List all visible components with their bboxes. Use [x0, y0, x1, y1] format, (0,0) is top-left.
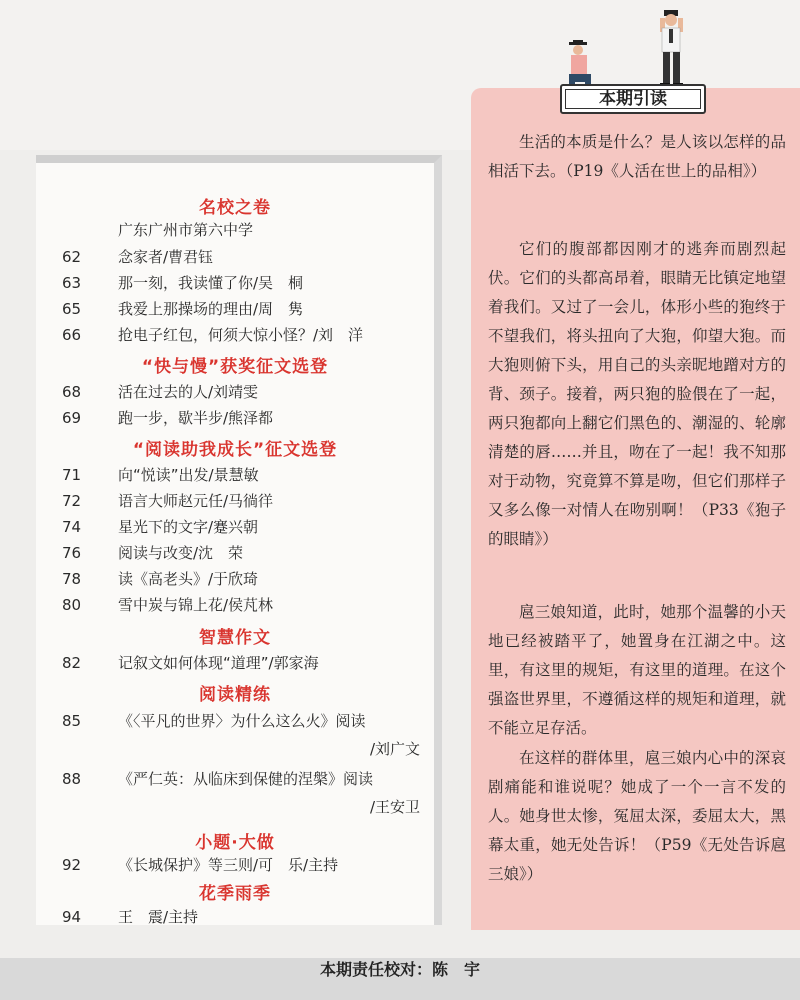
page-number: 71	[62, 466, 82, 484]
page-number: 94	[62, 908, 82, 926]
entry-title: 语言大师赵元任/马徜徉	[118, 492, 274, 510]
section-title: 花季雨季	[199, 884, 271, 904]
footer-proofreader: 本期责任校对：陈 宇	[319, 960, 480, 979]
section-title: “快与慢”获奖征文选登	[141, 357, 329, 377]
entry-title: 王 震/主持	[118, 908, 199, 926]
intro-paragraph: 它们的腹部都因刚才的逃奔而剧烈起伏。它们的头都高昂着，眼睛无比镇定地望着我们。又过了一会儿，体形小些的狍终于不望我们，将头扭向了大狍，仰望大狍。而大狍则俯下头，用自己的头亲昵地蹭对方的背、颈子。接着，两只狍的脸偎在了一起，两只狍都向上翻它们黑色的、潮湿的、轮廓清楚的唇……并且，吻在了一起！我不知那对于动物，究竟算不算是吻，但它们那样子又多么像一对情人在吻别啊！（P33《狍子的眼睛》）	[488, 240, 786, 548]
intro-paragraph: 生活的本质是什么？是人该以怎样的品相活下去。（P19《人活在世上的品相》）	[488, 133, 786, 180]
toc-entry[interactable]	[36, 651, 436, 675]
section-title: 名校之卷	[199, 198, 271, 218]
entry-title: 《长城保护》等三则/可 乐/主持	[118, 856, 339, 874]
page-number: 88	[62, 770, 82, 788]
toc-entry[interactable]	[36, 323, 436, 347]
entry-title: 阅读与改变/沈 荣	[118, 544, 244, 562]
section-subtitle: 广东广州市第六中学	[118, 221, 254, 239]
entry-title: 星光下的文字/蹇兴朝	[118, 518, 259, 536]
page-number: 78	[62, 570, 82, 588]
page-number: 72	[62, 492, 82, 510]
entry-title: 我爱上那操场的理由/周 隽	[118, 300, 304, 318]
toc-entry[interactable]	[36, 567, 436, 591]
toc-entry[interactable]	[36, 245, 436, 269]
toc-entry[interactable]	[36, 905, 436, 929]
toc-entry[interactable]	[36, 709, 436, 733]
entry-title: 雪中炭与锦上花/侯芃林	[118, 596, 274, 614]
page-number: 66	[62, 326, 82, 344]
entry-title: 跑一步，歇半步/熊泽都	[118, 409, 274, 427]
entry-title: 向“悦读”出发/景慧敏	[118, 466, 259, 484]
page-number: 92	[62, 856, 82, 874]
toc-entry[interactable]	[36, 463, 436, 487]
toc-entry[interactable]	[36, 271, 436, 295]
toc-entry[interactable]	[36, 593, 436, 617]
entry-author: /王安卫	[369, 798, 420, 816]
intro-paragraph: 扈三娘知道，此时，她那个温馨的小天地已经被踏平了，她置身在江湖之中。这里，有这里的规矩，有这里的道理。在这个强盗世界里，不遵循这样的规矩和道理，就不能立足存活。	[488, 603, 786, 737]
page-number: 74	[62, 518, 82, 536]
page-number: 65	[62, 300, 82, 318]
table-of-contents	[36, 155, 442, 925]
standing-man-illustration	[652, 10, 692, 88]
toc-entry[interactable]	[36, 489, 436, 513]
section-title: “阅读助我成长”征文选登	[132, 440, 338, 460]
page-number: 62	[62, 248, 82, 266]
page-number: 76	[62, 544, 82, 562]
entry-title: 读《高老头》/于欣琦	[118, 570, 259, 588]
toc-entry[interactable]	[36, 380, 436, 404]
entry-title: 活在过去的人/刘靖雯	[118, 383, 259, 401]
intro-paragraph: 在这样的群体里，扈三娘内心中的深哀剧痛能和谁说呢？她成了一个一言不发的人。她身世太惨，冤屈太深，委屈太大，黑幕太重，她无处告诉！（P59《无处告诉扈三娘》）	[488, 749, 786, 883]
toc-entry[interactable]	[36, 767, 436, 791]
toc-entry[interactable]	[36, 515, 436, 539]
section-title: 小题·大做	[195, 833, 275, 853]
intro-title: 本期引读	[560, 84, 706, 114]
entry-title: 《严仁英：从临床到保健的涅槃》阅读	[118, 770, 374, 788]
entry-title: 记叙文如何体现“道理”/郭家海	[118, 654, 319, 672]
page-number: 82	[62, 654, 82, 672]
entry-title: 那一刻，我读懂了你/吴 桐	[118, 274, 304, 292]
section-title: 阅读精练	[199, 685, 271, 705]
entry-author: /刘广文	[369, 740, 420, 758]
entry-title: 抢电子红包，何须大惊小怪？/刘 洋	[118, 326, 364, 344]
page-number: 63	[62, 274, 82, 292]
toc-entry[interactable]	[36, 853, 436, 877]
page-number: 69	[62, 409, 82, 427]
page-number: 68	[62, 383, 82, 401]
page-number: 85	[62, 712, 82, 730]
page-footer	[0, 958, 800, 1000]
page-number: 80	[62, 596, 82, 614]
toc-entry[interactable]	[36, 297, 436, 321]
toc-entry[interactable]	[36, 541, 436, 565]
toc-entry[interactable]	[36, 406, 436, 430]
section-title: 智慧作文	[199, 628, 271, 648]
entry-title: 《〈平凡的世界〉为什么这么火》阅读	[118, 712, 366, 730]
entry-title: 念家者/曹君钰	[118, 248, 214, 266]
